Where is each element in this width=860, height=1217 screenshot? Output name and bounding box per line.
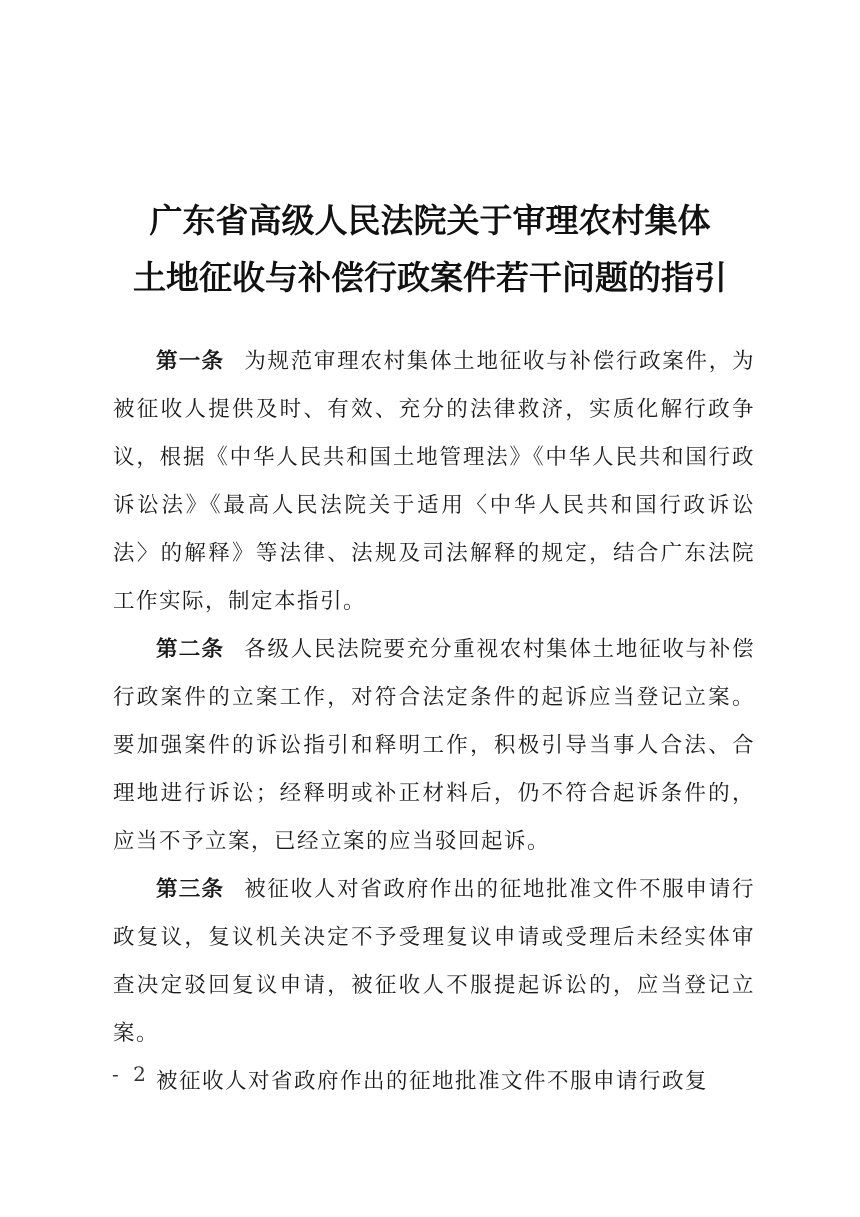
article-1-text: 为规范审理农村集体土地征收与补偿行政案件，为被征收人提供及时、有效、充分的法律救济，实质化解行政争议，根据《中华人民共和国土地管理法》《中华人民共和国行政诉讼法》《最高人民法院关于适用〈中华人民共和国行政诉讼法〉的解释》等法律、法规及司法解释的规定，结合广东法院工作实际，制定本指引。 bbox=[113, 349, 755, 614]
article-2-text: 各级人民法院要充分重视农村集体土地征收与补偿行政案件的立案工作，对符合法定条件的起诉应当登记立案。要加强案件的诉讼指引和释明工作，积极引导当事人合法、合理地进行诉讼；经释明或补正材料后，仍不符合起诉条件的，应当不予立案，已经立案的应当驳回起诉。 bbox=[113, 637, 755, 854]
article-2-paragraph bbox=[113, 626, 755, 866]
article-1-paragraph bbox=[113, 338, 755, 626]
article-2-number: 第二条 bbox=[156, 637, 225, 662]
continuation-text: 被征收人对省政府作出的征地批准文件不服申请行政复 bbox=[156, 1069, 709, 1094]
article-1-number: 第一条 bbox=[156, 349, 225, 374]
article-3-number: 第三条 bbox=[156, 877, 225, 902]
page-number: - 2 - bbox=[112, 1062, 171, 1086]
title-line-1: 广东省高级人民法院关于审理农村集体 bbox=[149, 201, 711, 240]
document-body bbox=[113, 338, 755, 1106]
article-3-text: 被征收人对省政府作出的征地批准文件不服申请行政复议，复议机关决定不予受理复议申请或受理后未经实体审查决定驳回复议申请，被征收人不服提起诉讼的，应当登记立案。 bbox=[113, 877, 755, 1046]
article-3-continuation-paragraph bbox=[113, 1058, 755, 1106]
document-title bbox=[110, 192, 750, 306]
article-3-paragraph bbox=[113, 866, 755, 1058]
title-line-2: 土地征收与补偿行政案件若干问题的指引 bbox=[133, 258, 727, 297]
